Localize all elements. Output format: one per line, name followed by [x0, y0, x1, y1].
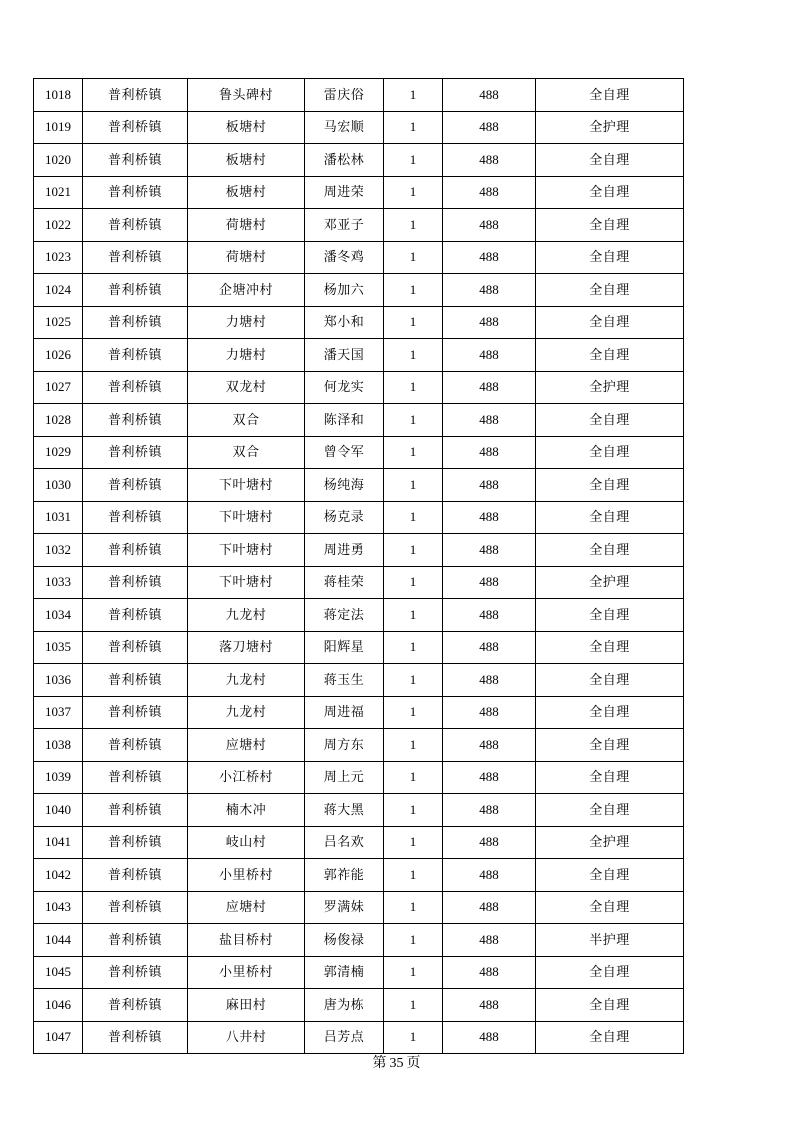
table-row [34, 306, 684, 339]
cell-name: 曾令军 [305, 436, 384, 469]
table-row [34, 469, 684, 502]
cell-care: 全自理 [536, 696, 684, 729]
cell-id: 1044 [34, 924, 83, 957]
cell-town: 普利桥镇 [83, 339, 188, 372]
cell-amount: 488 [443, 144, 536, 177]
cell-care: 全自理 [536, 274, 684, 307]
table-row [34, 274, 684, 307]
cell-id: 1031 [34, 501, 83, 534]
cell-amount: 488 [443, 534, 536, 567]
cell-name: 陈泽和 [305, 404, 384, 437]
cell-village: 下叶塘村 [188, 501, 305, 534]
cell-care: 全自理 [536, 599, 684, 632]
cell-care: 全护理 [536, 826, 684, 859]
cell-amount: 488 [443, 469, 536, 502]
cell-care: 全护理 [536, 371, 684, 404]
table-row [34, 371, 684, 404]
cell-name: 唐为栋 [305, 989, 384, 1022]
cell-amount: 488 [443, 566, 536, 599]
cell-amount: 488 [443, 794, 536, 827]
cell-name: 周进勇 [305, 534, 384, 567]
cell-village: 板塘村 [188, 144, 305, 177]
cell-count: 1 [384, 534, 443, 567]
cell-care: 全自理 [536, 306, 684, 339]
cell-town: 普利桥镇 [83, 826, 188, 859]
cell-id: 1026 [34, 339, 83, 372]
cell-name: 蒋定法 [305, 599, 384, 632]
cell-care: 全自理 [536, 729, 684, 762]
table-row [34, 79, 684, 112]
cell-amount: 488 [443, 631, 536, 664]
cell-id: 1020 [34, 144, 83, 177]
cell-town: 普利桥镇 [83, 859, 188, 892]
cell-name: 吕名欢 [305, 826, 384, 859]
cell-care: 全自理 [536, 989, 684, 1022]
cell-care: 全自理 [536, 761, 684, 794]
cell-village: 小里桥村 [188, 859, 305, 892]
cell-town: 普利桥镇 [83, 176, 188, 209]
cell-village: 企塘冲村 [188, 274, 305, 307]
cell-town: 普利桥镇 [83, 436, 188, 469]
cell-id: 1037 [34, 696, 83, 729]
cell-village: 应塘村 [188, 891, 305, 924]
table-row [34, 859, 684, 892]
cell-name: 杨克录 [305, 501, 384, 534]
cell-amount: 488 [443, 404, 536, 437]
cell-care: 半护理 [536, 924, 684, 957]
beneficiary-table [33, 78, 684, 1054]
table-row [34, 501, 684, 534]
cell-village: 下叶塘村 [188, 566, 305, 599]
table-row [34, 144, 684, 177]
cell-count: 1 [384, 1021, 443, 1054]
cell-count: 1 [384, 826, 443, 859]
cell-count: 1 [384, 761, 443, 794]
table-row [34, 631, 684, 664]
cell-name: 潘松林 [305, 144, 384, 177]
cell-count: 1 [384, 501, 443, 534]
cell-care: 全自理 [536, 241, 684, 274]
cell-village: 力塘村 [188, 306, 305, 339]
cell-id: 1021 [34, 176, 83, 209]
cell-village: 下叶塘村 [188, 469, 305, 502]
cell-care: 全自理 [536, 534, 684, 567]
table-row [34, 534, 684, 567]
cell-village: 双合 [188, 404, 305, 437]
cell-care: 全自理 [536, 404, 684, 437]
cell-town: 普利桥镇 [83, 599, 188, 632]
cell-town: 普利桥镇 [83, 794, 188, 827]
cell-id: 1027 [34, 371, 83, 404]
cell-town: 普利桥镇 [83, 664, 188, 697]
cell-care: 全自理 [536, 469, 684, 502]
cell-amount: 488 [443, 664, 536, 697]
cell-name: 杨纯海 [305, 469, 384, 502]
beneficiary-table-container [33, 78, 648, 1054]
cell-count: 1 [384, 566, 443, 599]
cell-amount: 488 [443, 176, 536, 209]
cell-count: 1 [384, 306, 443, 339]
cell-village: 小里桥村 [188, 956, 305, 989]
cell-count: 1 [384, 924, 443, 957]
cell-count: 1 [384, 469, 443, 502]
table-row [34, 1021, 684, 1054]
cell-village: 板塘村 [188, 176, 305, 209]
cell-amount: 488 [443, 696, 536, 729]
cell-town: 普利桥镇 [83, 696, 188, 729]
cell-count: 1 [384, 339, 443, 372]
cell-town: 普利桥镇 [83, 144, 188, 177]
cell-id: 1046 [34, 989, 83, 1022]
cell-care: 全自理 [536, 631, 684, 664]
cell-name: 潘天国 [305, 339, 384, 372]
cell-count: 1 [384, 989, 443, 1022]
cell-name: 潘冬鸡 [305, 241, 384, 274]
cell-name: 杨俊禄 [305, 924, 384, 957]
cell-name: 蒋大黑 [305, 794, 384, 827]
cell-village: 板塘村 [188, 111, 305, 144]
cell-care: 全自理 [536, 956, 684, 989]
cell-id: 1036 [34, 664, 83, 697]
cell-name: 雷庆俗 [305, 79, 384, 112]
cell-town: 普利桥镇 [83, 306, 188, 339]
cell-care: 全自理 [536, 436, 684, 469]
cell-id: 1035 [34, 631, 83, 664]
cell-town: 普利桥镇 [83, 111, 188, 144]
cell-town: 普利桥镇 [83, 989, 188, 1022]
table-row [34, 696, 684, 729]
cell-village: 下叶塘村 [188, 534, 305, 567]
cell-village: 岐山村 [188, 826, 305, 859]
cell-amount: 488 [443, 111, 536, 144]
table-row [34, 664, 684, 697]
cell-village: 盐目桥村 [188, 924, 305, 957]
cell-village: 楠木冲 [188, 794, 305, 827]
cell-town: 普利桥镇 [83, 924, 188, 957]
cell-name: 郭清楠 [305, 956, 384, 989]
cell-care: 全自理 [536, 501, 684, 534]
cell-count: 1 [384, 436, 443, 469]
cell-care: 全自理 [536, 859, 684, 892]
cell-id: 1043 [34, 891, 83, 924]
cell-village: 荷塘村 [188, 209, 305, 242]
cell-id: 1024 [34, 274, 83, 307]
cell-name: 蒋玉生 [305, 664, 384, 697]
cell-care: 全自理 [536, 1021, 684, 1054]
cell-count: 1 [384, 404, 443, 437]
cell-town: 普利桥镇 [83, 274, 188, 307]
cell-care: 全自理 [536, 176, 684, 209]
table-row [34, 241, 684, 274]
cell-count: 1 [384, 664, 443, 697]
cell-amount: 488 [443, 989, 536, 1022]
cell-name: 周进荣 [305, 176, 384, 209]
cell-village: 力塘村 [188, 339, 305, 372]
cell-name: 吕芳点 [305, 1021, 384, 1054]
table-row [34, 436, 684, 469]
cell-amount: 488 [443, 891, 536, 924]
cell-village: 九龙村 [188, 696, 305, 729]
cell-count: 1 [384, 696, 443, 729]
table-row [34, 891, 684, 924]
cell-amount: 488 [443, 339, 536, 372]
cell-name: 郭祚能 [305, 859, 384, 892]
cell-village: 应塘村 [188, 729, 305, 762]
cell-name: 马宏顺 [305, 111, 384, 144]
cell-amount: 488 [443, 761, 536, 794]
cell-care: 全自理 [536, 79, 684, 112]
cell-amount: 488 [443, 599, 536, 632]
cell-village: 九龙村 [188, 599, 305, 632]
cell-town: 普利桥镇 [83, 729, 188, 762]
cell-care: 全自理 [536, 339, 684, 372]
cell-care: 全自理 [536, 664, 684, 697]
cell-town: 普利桥镇 [83, 79, 188, 112]
cell-village: 双合 [188, 436, 305, 469]
cell-count: 1 [384, 599, 443, 632]
cell-id: 1022 [34, 209, 83, 242]
cell-name: 杨加六 [305, 274, 384, 307]
cell-count: 1 [384, 794, 443, 827]
cell-village: 双龙村 [188, 371, 305, 404]
table-row [34, 761, 684, 794]
table-row [34, 111, 684, 144]
cell-id: 1040 [34, 794, 83, 827]
cell-amount: 488 [443, 826, 536, 859]
table-row [34, 826, 684, 859]
table-row [34, 209, 684, 242]
cell-town: 普利桥镇 [83, 534, 188, 567]
cell-amount: 488 [443, 306, 536, 339]
cell-town: 普利桥镇 [83, 404, 188, 437]
cell-amount: 488 [443, 729, 536, 762]
cell-count: 1 [384, 859, 443, 892]
cell-id: 1028 [34, 404, 83, 437]
cell-id: 1023 [34, 241, 83, 274]
page-label-prefix: 第 [372, 1055, 387, 1071]
cell-id: 1019 [34, 111, 83, 144]
cell-id: 1045 [34, 956, 83, 989]
cell-id: 1041 [34, 826, 83, 859]
cell-count: 1 [384, 176, 443, 209]
page-footer [0, 1052, 793, 1072]
cell-amount: 488 [443, 436, 536, 469]
cell-count: 1 [384, 371, 443, 404]
cell-count: 1 [384, 111, 443, 144]
cell-count: 1 [384, 241, 443, 274]
cell-count: 1 [384, 274, 443, 307]
cell-village: 荷塘村 [188, 241, 305, 274]
table-row [34, 956, 684, 989]
table-row [34, 729, 684, 762]
cell-amount: 488 [443, 924, 536, 957]
cell-id: 1025 [34, 306, 83, 339]
cell-name: 何龙实 [305, 371, 384, 404]
table-body [34, 79, 684, 1054]
cell-village: 落刀塘村 [188, 631, 305, 664]
table-row [34, 566, 684, 599]
cell-amount: 488 [443, 1021, 536, 1054]
cell-town: 普利桥镇 [83, 209, 188, 242]
cell-count: 1 [384, 144, 443, 177]
cell-count: 1 [384, 209, 443, 242]
cell-name: 郑小和 [305, 306, 384, 339]
cell-name: 周方东 [305, 729, 384, 762]
table-row [34, 924, 684, 957]
cell-town: 普利桥镇 [83, 241, 188, 274]
cell-village: 八井村 [188, 1021, 305, 1054]
page-label-suffix: 页 [406, 1055, 421, 1071]
cell-town: 普利桥镇 [83, 566, 188, 599]
cell-id: 1034 [34, 599, 83, 632]
table-row [34, 794, 684, 827]
table-row [34, 339, 684, 372]
cell-town: 普利桥镇 [83, 761, 188, 794]
cell-town: 普利桥镇 [83, 891, 188, 924]
table-row [34, 599, 684, 632]
cell-care: 全自理 [536, 891, 684, 924]
cell-id: 1047 [34, 1021, 83, 1054]
cell-name: 阳辉星 [305, 631, 384, 664]
cell-care: 全自理 [536, 209, 684, 242]
cell-amount: 488 [443, 79, 536, 112]
cell-amount: 488 [443, 209, 536, 242]
cell-town: 普利桥镇 [83, 631, 188, 664]
cell-name: 周进福 [305, 696, 384, 729]
cell-village: 九龙村 [188, 664, 305, 697]
cell-town: 普利桥镇 [83, 1021, 188, 1054]
cell-amount: 488 [443, 371, 536, 404]
page-number: 35 [389, 1056, 404, 1071]
cell-name: 罗满妹 [305, 891, 384, 924]
cell-id: 1038 [34, 729, 83, 762]
cell-id: 1042 [34, 859, 83, 892]
table-row [34, 989, 684, 1022]
cell-count: 1 [384, 891, 443, 924]
cell-village: 小江桥村 [188, 761, 305, 794]
cell-count: 1 [384, 729, 443, 762]
cell-name: 邓亚子 [305, 209, 384, 242]
cell-amount: 488 [443, 956, 536, 989]
cell-name: 周上元 [305, 761, 384, 794]
cell-id: 1018 [34, 79, 83, 112]
cell-amount: 488 [443, 859, 536, 892]
cell-care: 全自理 [536, 794, 684, 827]
cell-id: 1039 [34, 761, 83, 794]
cell-id: 1033 [34, 566, 83, 599]
cell-id: 1030 [34, 469, 83, 502]
cell-count: 1 [384, 79, 443, 112]
cell-count: 1 [384, 631, 443, 664]
cell-town: 普利桥镇 [83, 956, 188, 989]
cell-town: 普利桥镇 [83, 469, 188, 502]
cell-amount: 488 [443, 241, 536, 274]
cell-id: 1032 [34, 534, 83, 567]
cell-name: 蒋桂荣 [305, 566, 384, 599]
table-row [34, 176, 684, 209]
cell-count: 1 [384, 956, 443, 989]
cell-village: 鲁头碑村 [188, 79, 305, 112]
cell-id: 1029 [34, 436, 83, 469]
cell-care: 全护理 [536, 566, 684, 599]
table-row [34, 404, 684, 437]
cell-amount: 488 [443, 501, 536, 534]
cell-town: 普利桥镇 [83, 371, 188, 404]
cell-amount: 488 [443, 274, 536, 307]
cell-care: 全护理 [536, 111, 684, 144]
cell-care: 全自理 [536, 144, 684, 177]
cell-town: 普利桥镇 [83, 501, 188, 534]
cell-village: 麻田村 [188, 989, 305, 1022]
